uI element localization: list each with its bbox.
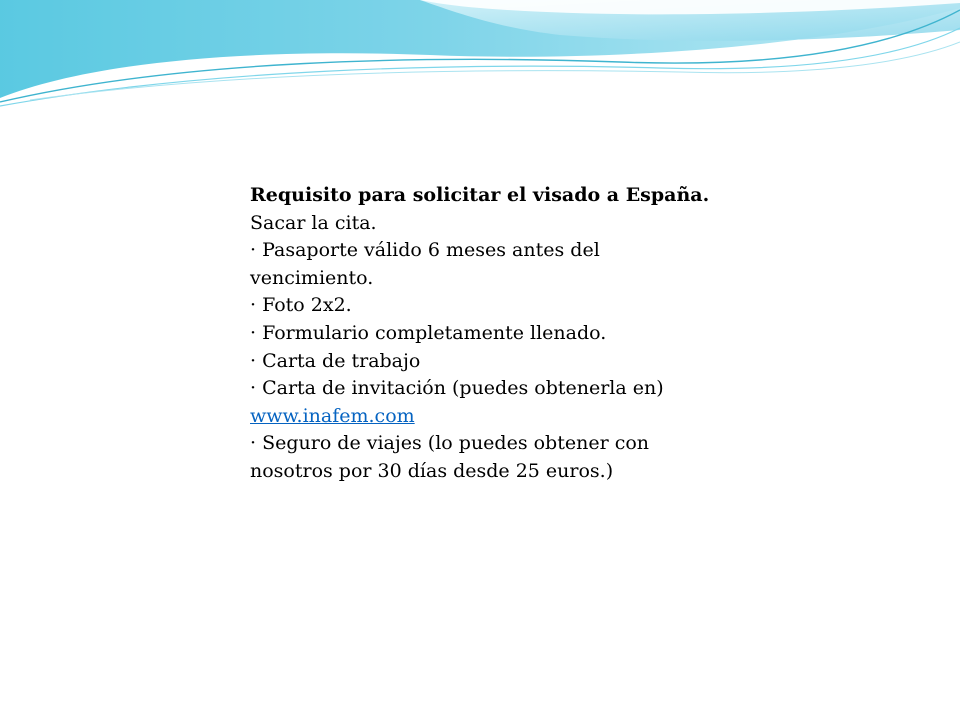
list-item: · Formulario completamente llenado. [250, 321, 607, 344]
list-item: · Carta de trabajo [250, 349, 421, 372]
slide-text-box [250, 182, 720, 486]
intro-text: Sacar la cita. [250, 211, 377, 234]
list-item: · Foto 2x2. [250, 294, 352, 317]
wave-header-decoration [0, 0, 960, 120]
list-item: · Seguro de viajes (lo puedes obtener con nosotros por 30 días desde 25 euros.) [250, 432, 650, 482]
list-item: · Pasaporte válido 6 meses antes del vencimiento. [250, 239, 600, 289]
slide-title: Requisito para solicitar el visado a España. [250, 184, 710, 206]
list-item: · Carta de invitación (puedes obtenerla en) [250, 377, 664, 400]
inafem-link[interactable]: www.inafem.com [250, 404, 415, 427]
